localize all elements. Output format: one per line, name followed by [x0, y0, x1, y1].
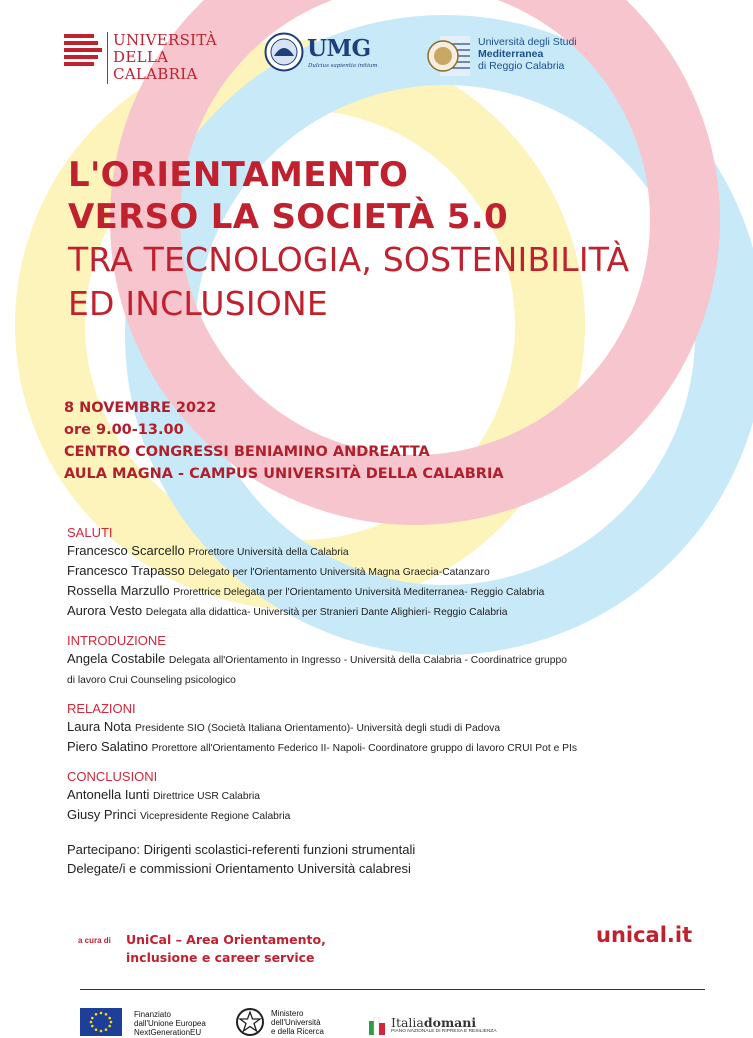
- person-role: Delegata all'Orientamento in Ingresso - Università della Calabria - Coordinatrice gruppo: [168, 655, 567, 666]
- website-link[interactable]: unical.it: [596, 923, 693, 947]
- eu-logo: [80, 1008, 230, 1038]
- person-name: Francesco Trapasso: [67, 563, 185, 578]
- umg-logo-text: UMG: [307, 35, 371, 62]
- umg-logo: [264, 32, 384, 76]
- person-role: Presidente SIO (Società Italiana Orientamento)- Università degli studi di Padova: [134, 723, 501, 734]
- person-row: [67, 562, 577, 582]
- umg-motto: Dulcius sapientia initium: [308, 63, 378, 69]
- person-role: Delegato per l'Orientamento Università Magna Graecia-Catanzaro: [188, 567, 490, 578]
- italia-domani-b: domani: [423, 1015, 477, 1030]
- unical-logo: [64, 32, 224, 88]
- person-role-cont: di lavoro Crui Counseling psicologico: [67, 675, 236, 686]
- partecipano-line1: Partecipano: Dirigenti scolastici-referenti funzioni strumentali: [67, 842, 416, 857]
- unirc-logo: [426, 34, 576, 78]
- unical-logo-line2: DELLA: [113, 48, 169, 66]
- title-block: [68, 154, 629, 326]
- section-conclusioni: CONCLUSIONI: [67, 769, 158, 784]
- person-row: [67, 582, 577, 602]
- person-role: Delegata alla didattica- Università per Stranieri Dante Alighieri- Reggio Calabria: [145, 607, 508, 618]
- person-row: [67, 806, 577, 826]
- italia-domani-logo: [369, 1016, 519, 1038]
- unirc-line2: Mediterranea: [478, 48, 544, 60]
- unical-logo-line1: UNIVERSITÀ: [113, 31, 217, 49]
- mur-text2: dell'Università: [271, 1018, 321, 1027]
- event-venue: CENTRO CONGRESSI BENIAMINO ANDREATTA: [64, 444, 430, 460]
- italia-domani-icon: [369, 1017, 387, 1035]
- mur-text3: e della Ricerca: [271, 1027, 324, 1036]
- organizer: [126, 931, 326, 967]
- umg-seal-icon: [264, 32, 304, 72]
- italian-emblem-icon: [236, 1007, 264, 1037]
- eu-text2: dall'Unione Europea: [134, 1019, 206, 1028]
- person-role: Prorettore Università della Calabria: [188, 547, 349, 558]
- person-name: Francesco Scarcello: [67, 543, 185, 558]
- person-role: Direttrice USR Calabria: [153, 791, 261, 802]
- person-name: Laura Nota: [67, 719, 132, 734]
- event-room: AULA MAGNA - CAMPUS UNIVERSITÀ DELLA CALABRIA: [64, 466, 504, 482]
- person-name: Angela Costabile: [67, 651, 166, 666]
- title-line4: ED INCLUSIONE: [68, 284, 328, 323]
- person-row: [67, 650, 577, 670]
- italia-domani-a: Italia: [391, 1015, 424, 1030]
- mur-logo: [236, 1007, 346, 1038]
- footer-divider: [80, 989, 705, 990]
- section-saluti: SALUTI: [67, 525, 113, 540]
- person-row: [67, 738, 577, 758]
- partecipano-line2: Delegate/i e commissioni Orientamento Università calabresi: [67, 861, 411, 876]
- pnrr-text: PIANO NAZIONALE DI RIPRESA E RESILIENZA: [391, 1029, 497, 1034]
- organizer-line2: inclusione e career service: [126, 950, 315, 965]
- title-line1: L'ORIENTAMENTO: [68, 155, 409, 195]
- title-line3: TRA TECNOLOGIA, SOSTENIBILITÀ: [68, 240, 630, 279]
- eu-flag-icon: [80, 1008, 122, 1036]
- event-info: [64, 397, 504, 485]
- section-relazioni: RELAZIONI: [67, 701, 136, 716]
- person-role: Prorettore all'Orientamento Federico II- Napoli- Coordinatore gruppo di lavoro CRUI Pot e PIs: [151, 743, 578, 754]
- person-row: [67, 670, 577, 690]
- person-name: Giusy Princi: [67, 807, 137, 822]
- unical-logo-line3: CALABRIA: [113, 65, 198, 83]
- person-name: Antonella Iunti: [67, 787, 150, 802]
- unirc-line1: Università degli Studi: [478, 36, 577, 48]
- program: [67, 524, 577, 878]
- person-name: Rossella Marzullo: [67, 583, 170, 598]
- unirc-line3: di Reggio Calabria: [478, 60, 565, 72]
- section-introduzione: INTRODUZIONE: [67, 633, 166, 648]
- eu-text3: NextGenerationEU: [134, 1028, 202, 1037]
- mur-text1: Ministero: [271, 1009, 304, 1018]
- person-role: Vicepresidente Regione Calabria: [139, 811, 291, 822]
- eu-text1: Finanziato: [134, 1010, 171, 1019]
- organizer-line1: UniCal – Area Orientamento,: [126, 932, 326, 947]
- title-line2: VERSO LA SOCIETÀ 5.0: [68, 197, 508, 237]
- person-row: [67, 786, 577, 806]
- event-date: 8 NOVEMBRE 2022: [64, 400, 217, 416]
- person-row: [67, 602, 577, 622]
- person-name: Aurora Vesto: [67, 603, 143, 618]
- person-row: [67, 718, 577, 738]
- person-role: Prorettrice Delegata per l'Orientamento Università Mediterranea- Reggio Calabria: [173, 587, 545, 598]
- person-row: [67, 542, 577, 562]
- unical-emblem: [64, 34, 102, 68]
- event-time: ore 9.00-13.00: [64, 422, 184, 438]
- unirc-seal-icon: [426, 34, 472, 78]
- a-cura-di-label: a cura di: [78, 936, 111, 945]
- person-name: Piero Salatino: [67, 739, 148, 754]
